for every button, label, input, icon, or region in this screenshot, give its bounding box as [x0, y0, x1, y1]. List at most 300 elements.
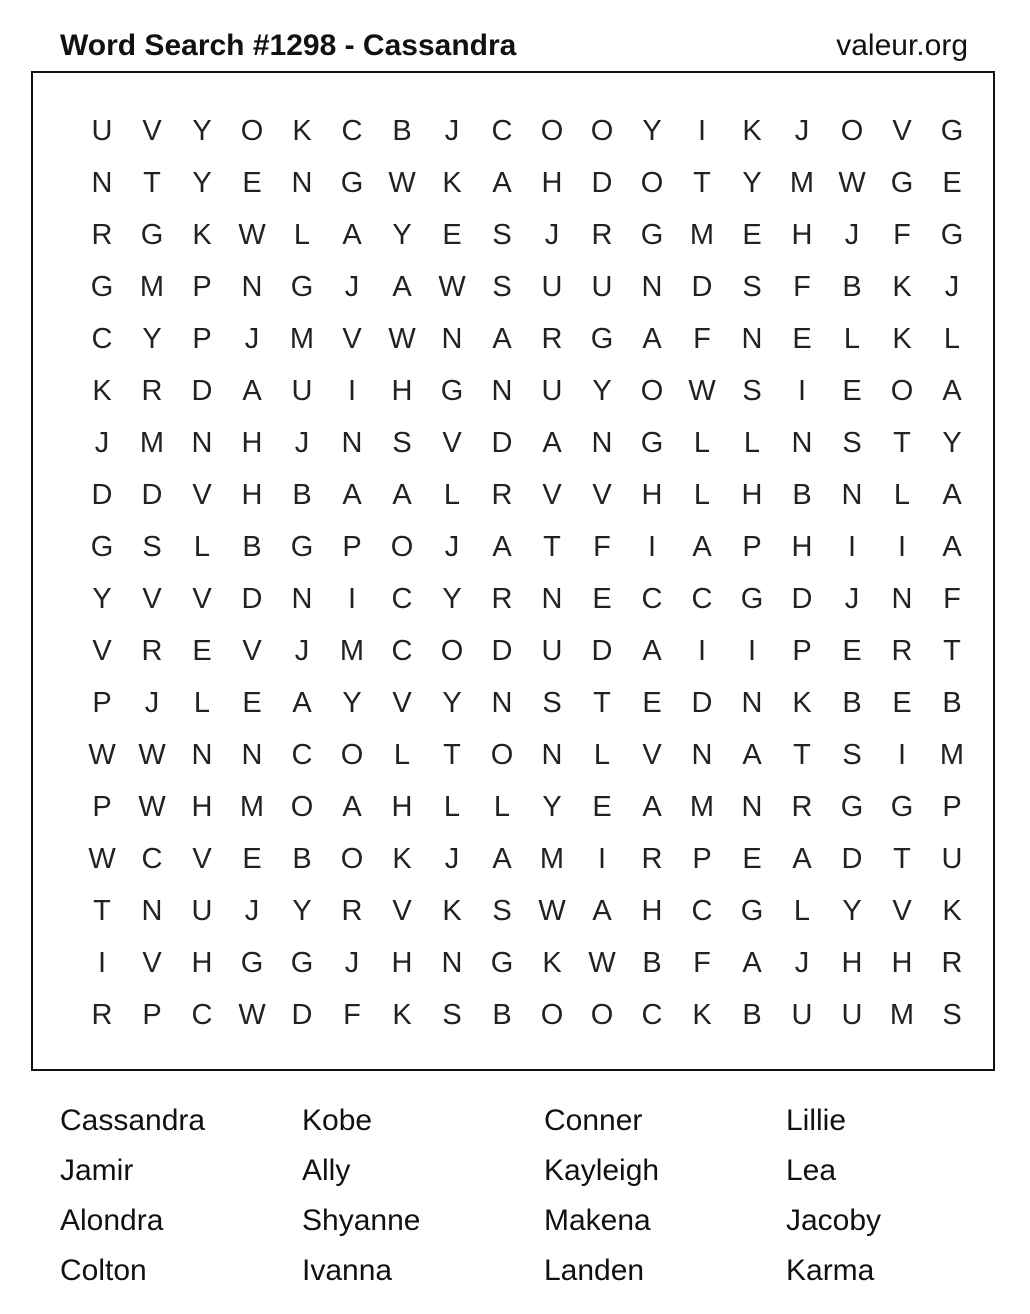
grid-cell: Y — [342, 686, 362, 719]
grid-cell: B — [842, 270, 862, 303]
grid-cell: O — [440, 634, 464, 667]
grid-cell: L — [193, 530, 211, 563]
grid-cell: O — [890, 374, 914, 407]
grid-cell: V — [192, 582, 212, 615]
grid-cell: K — [442, 894, 462, 927]
grid-cell: C — [91, 322, 113, 355]
grid-cell: W — [138, 790, 166, 823]
grid-cell: B — [842, 686, 862, 719]
grid-cell: K — [92, 374, 112, 407]
grid-cell: U — [191, 894, 213, 927]
grid-cell: S — [842, 738, 862, 771]
grid-cell: K — [192, 218, 212, 251]
grid-cell: A — [942, 530, 962, 563]
grid-cell: E — [642, 686, 662, 719]
grid-cell: A — [342, 218, 362, 251]
grid-cell: E — [842, 374, 862, 407]
grid-cell: N — [691, 738, 713, 771]
grid-cell: A — [942, 374, 962, 407]
grid-cell: N — [91, 166, 113, 199]
grid-cell: K — [742, 114, 762, 147]
grid-cell: U — [541, 270, 563, 303]
grid-cell: A — [792, 842, 812, 875]
grid-cell: E — [242, 166, 262, 199]
grid-cell: N — [191, 738, 213, 771]
grid-cell: U — [541, 374, 563, 407]
grid-cell: G — [640, 426, 664, 459]
grid-cell: T — [443, 738, 461, 771]
grid-cell: O — [840, 114, 864, 147]
grid-cell: W — [388, 166, 416, 199]
grid-cell: G — [590, 322, 614, 355]
grid-cell: W — [88, 738, 116, 771]
grid-cell: S — [742, 374, 762, 407]
grid-cell: V — [192, 842, 212, 875]
grid-cell: U — [841, 998, 863, 1031]
grid-cell: A — [492, 530, 512, 563]
grid-cell: B — [292, 842, 312, 875]
grid-cell: E — [892, 686, 912, 719]
grid-cell: S — [492, 894, 512, 927]
word-list-item: Lea — [786, 1154, 837, 1187]
grid-cell: R — [941, 946, 963, 979]
grid-cell: R — [141, 374, 163, 407]
grid-cell: V — [142, 582, 162, 615]
grid-cell: U — [591, 270, 613, 303]
grid-cell: T — [793, 738, 811, 771]
grid-cell: F — [693, 946, 711, 979]
word-list-item: Karma — [786, 1254, 875, 1287]
grid-cell: U — [91, 114, 113, 147]
grid-cell: V — [192, 478, 212, 511]
grid-cell: J — [344, 946, 360, 979]
grid-cell: L — [293, 218, 311, 251]
word-list-item: Jamir — [60, 1154, 134, 1187]
grid-cell: C — [191, 998, 213, 1031]
grid-cell: G — [890, 790, 914, 823]
grid-cell: D — [691, 270, 713, 303]
grid-cell: R — [491, 582, 513, 615]
grid-cell: B — [792, 478, 812, 511]
grid-cell: G — [940, 218, 964, 251]
grid-cell: K — [542, 946, 562, 979]
grid-cell: R — [641, 842, 663, 875]
grid-cell: H — [241, 478, 263, 511]
puzzle-box — [31, 71, 995, 1071]
word-list-item: Jacoby — [786, 1204, 882, 1237]
grid-cell: G — [290, 946, 314, 979]
grid-cell: M — [939, 738, 965, 771]
grid-cell: I — [347, 374, 357, 407]
grid-cell: Y — [442, 582, 462, 615]
grid-cell: M — [689, 790, 715, 823]
site-name: valeur.org — [836, 29, 968, 62]
grid-cell: Y — [392, 218, 412, 251]
grid-cell: G — [840, 790, 864, 823]
grid-cell: E — [592, 582, 612, 615]
grid-cell: J — [294, 634, 310, 667]
grid-cell: A — [492, 166, 512, 199]
grid-cell: O — [540, 998, 564, 1031]
grid-cell: N — [491, 686, 513, 719]
grid-cell: O — [590, 114, 614, 147]
grid-cell: Y — [642, 114, 662, 147]
grid-cell: S — [142, 530, 162, 563]
grid-cell: A — [542, 426, 562, 459]
grid-cell: V — [342, 322, 362, 355]
word-list — [60, 1096, 1028, 1296]
grid-cell: V — [892, 894, 912, 927]
grid-cell: H — [791, 530, 813, 563]
grid-cell: F — [793, 270, 811, 303]
grid-cell: W — [388, 322, 416, 355]
grid-cell: D — [491, 634, 513, 667]
grid-cell: N — [491, 374, 513, 407]
word-list-item: Cassandra — [60, 1104, 206, 1137]
grid-cell: R — [141, 634, 163, 667]
grid-cell: J — [344, 270, 360, 303]
grid-cell: T — [143, 166, 161, 199]
grid-cell: J — [444, 114, 460, 147]
grid-cell: E — [942, 166, 962, 199]
grid-cell: O — [590, 998, 614, 1031]
grid-cell: L — [943, 322, 961, 355]
grid-cell: H — [391, 790, 413, 823]
grid-cell: L — [893, 478, 911, 511]
grid-cell: O — [290, 790, 314, 823]
grid-cell: B — [242, 530, 262, 563]
grid-cell: W — [238, 218, 266, 251]
grid-cell: V — [392, 686, 412, 719]
grid-cell: G — [940, 114, 964, 147]
grid-cell: E — [242, 686, 262, 719]
grid-cell: K — [892, 322, 912, 355]
grid-cell: A — [642, 790, 662, 823]
grid-cell: G — [90, 530, 114, 563]
grid-cell: R — [91, 998, 113, 1031]
grid-cell: J — [844, 218, 860, 251]
grid-cell: N — [291, 582, 313, 615]
grid-cell: T — [893, 842, 911, 875]
grid-cell: Y — [442, 686, 462, 719]
letter-grid — [77, 105, 977, 1041]
word-list-item: Ally — [302, 1154, 351, 1187]
grid-cell: V — [542, 478, 562, 511]
grid-cell: S — [442, 998, 462, 1031]
grid-cell: A — [742, 946, 762, 979]
grid-cell: N — [241, 738, 263, 771]
grid-cell: D — [141, 478, 163, 511]
grid-cell: N — [341, 426, 363, 459]
grid-cell: S — [842, 426, 862, 459]
grid-cell: I — [797, 374, 807, 407]
grid-cell: D — [91, 478, 113, 511]
grid-cell: T — [943, 634, 961, 667]
grid-cell: V — [142, 114, 162, 147]
grid-cell: D — [791, 582, 813, 615]
grid-cell: U — [291, 374, 313, 407]
grid-cell: L — [493, 790, 511, 823]
grid-cell: H — [191, 790, 213, 823]
grid-cell: A — [292, 686, 312, 719]
grid-cell: C — [341, 114, 363, 147]
grid-cell: P — [342, 530, 362, 563]
grid-cell: Y — [142, 322, 162, 355]
grid-cell: G — [340, 166, 364, 199]
grid-cell: I — [897, 530, 907, 563]
grid-cell: L — [693, 478, 711, 511]
grid-cell: D — [241, 582, 263, 615]
grid-cell: M — [789, 166, 815, 199]
grid-cell: J — [244, 322, 260, 355]
grid-cell: U — [941, 842, 963, 875]
grid-cell: J — [844, 582, 860, 615]
grid-cell: E — [592, 790, 612, 823]
grid-cell: H — [741, 478, 763, 511]
grid-cell: H — [391, 374, 413, 407]
grid-cell: A — [492, 322, 512, 355]
grid-cell: N — [441, 946, 463, 979]
grid-cell: G — [240, 946, 264, 979]
grid-cell: N — [791, 426, 813, 459]
grid-cell: F — [593, 530, 611, 563]
grid-cell: N — [641, 270, 663, 303]
grid-cell: K — [942, 894, 962, 927]
grid-cell: A — [742, 738, 762, 771]
grid-cell: H — [391, 946, 413, 979]
grid-cell: S — [492, 218, 512, 251]
grid-cell: L — [843, 322, 861, 355]
grid-cell: T — [593, 686, 611, 719]
grid-cell: B — [942, 686, 962, 719]
grid-cell: E — [442, 218, 462, 251]
grid-cell: D — [691, 686, 713, 719]
grid-cell: J — [144, 686, 160, 719]
grid-cell: E — [842, 634, 862, 667]
grid-cell: V — [642, 738, 662, 771]
grid-cell: S — [942, 998, 962, 1031]
word-list-item: Kobe — [302, 1104, 373, 1137]
grid-cell: R — [541, 322, 563, 355]
grid-cell: O — [340, 738, 364, 771]
grid-cell: F — [943, 582, 961, 615]
grid-cell: Y — [292, 894, 312, 927]
grid-cell: G — [740, 894, 764, 927]
grid-cell: Y — [542, 790, 562, 823]
grid-cell: E — [242, 842, 262, 875]
grid-cell: P — [792, 634, 812, 667]
grid-cell: C — [691, 894, 713, 927]
grid-cell: O — [640, 374, 664, 407]
grid-cell: Y — [742, 166, 762, 199]
word-list-item: Kayleigh — [544, 1154, 660, 1187]
grid-cell: W — [138, 738, 166, 771]
grid-cell: H — [891, 946, 913, 979]
grid-cell: F — [893, 218, 911, 251]
grid-cell: W — [438, 270, 466, 303]
grid-cell: O — [490, 738, 514, 771]
grid-cell: R — [91, 218, 113, 251]
grid-cell: H — [541, 166, 563, 199]
grid-cell: A — [642, 322, 662, 355]
word-list-item: Shyanne — [302, 1204, 421, 1237]
grid-cell: L — [393, 738, 411, 771]
grid-cell: I — [697, 114, 707, 147]
grid-cell: H — [191, 946, 213, 979]
word-list-item: Alondra — [60, 1204, 164, 1237]
grid-cell: T — [543, 530, 561, 563]
grid-cell: A — [342, 478, 362, 511]
grid-cell: B — [742, 998, 762, 1031]
grid-cell: J — [794, 946, 810, 979]
word-list-item: Landen — [544, 1254, 645, 1287]
grid-cell: W — [588, 946, 616, 979]
grid-cell: F — [343, 998, 361, 1031]
grid-cell: V — [242, 634, 262, 667]
grid-cell: H — [841, 946, 863, 979]
grid-cell: G — [140, 218, 164, 251]
word-list-item: Conner — [544, 1104, 643, 1137]
grid-cell: E — [742, 218, 762, 251]
grid-cell: U — [791, 998, 813, 1031]
grid-cell: H — [641, 894, 663, 927]
grid-cell: C — [391, 582, 413, 615]
grid-cell: C — [291, 738, 313, 771]
grid-cell: G — [290, 270, 314, 303]
grid-cell: K — [692, 998, 712, 1031]
grid-cell: T — [693, 166, 711, 199]
grid-cell: P — [692, 842, 712, 875]
grid-cell: D — [591, 634, 613, 667]
grid-cell: B — [492, 998, 512, 1031]
grid-cell: N — [891, 582, 913, 615]
grid-cell: I — [347, 582, 357, 615]
grid-cell: J — [444, 842, 460, 875]
grid-cell: L — [443, 790, 461, 823]
grid-cell: O — [390, 530, 414, 563]
grid-cell: W — [538, 894, 566, 927]
grid-cell: N — [741, 686, 763, 719]
grid-cell: P — [192, 322, 212, 355]
grid-cell: S — [392, 426, 412, 459]
grid-cell: W — [838, 166, 866, 199]
grid-cell: A — [242, 374, 262, 407]
grid-cell: M — [539, 842, 565, 875]
grid-cell: H — [641, 478, 663, 511]
grid-cell: Y — [592, 374, 612, 407]
grid-cell: J — [244, 894, 260, 927]
grid-cell: L — [693, 426, 711, 459]
grid-cell: J — [94, 426, 110, 459]
grid-cell: E — [742, 842, 762, 875]
grid-cell: N — [591, 426, 613, 459]
grid-cell: L — [193, 686, 211, 719]
grid-cell: I — [97, 946, 107, 979]
grid-cell: R — [341, 894, 363, 927]
grid-cell: C — [641, 582, 663, 615]
grid-cell: R — [791, 790, 813, 823]
grid-cell: H — [791, 218, 813, 251]
grid-cell: E — [192, 634, 212, 667]
grid-cell: H — [241, 426, 263, 459]
grid-cell: Y — [192, 166, 212, 199]
grid-cell: G — [440, 374, 464, 407]
grid-cell: E — [792, 322, 812, 355]
grid-cell: A — [392, 478, 412, 511]
grid-cell: R — [591, 218, 613, 251]
grid-cell: N — [141, 894, 163, 927]
grid-cell: V — [92, 634, 112, 667]
grid-cell: O — [540, 114, 564, 147]
grid-cell: I — [647, 530, 657, 563]
grid-cell: G — [290, 530, 314, 563]
grid-cell: I — [747, 634, 757, 667]
grid-cell: B — [392, 114, 412, 147]
grid-cell: O — [640, 166, 664, 199]
grid-cell: A — [342, 790, 362, 823]
grid-cell: U — [541, 634, 563, 667]
grid-cell: G — [640, 218, 664, 251]
grid-cell: I — [897, 738, 907, 771]
grid-cell: P — [142, 998, 162, 1031]
grid-cell: S — [492, 270, 512, 303]
grid-cell: D — [191, 374, 213, 407]
grid-cell: M — [689, 218, 715, 251]
grid-cell: R — [891, 634, 913, 667]
grid-cell: A — [492, 842, 512, 875]
grid-cell: M — [139, 426, 165, 459]
grid-cell: L — [593, 738, 611, 771]
grid-cell: L — [443, 478, 461, 511]
grid-cell: K — [392, 842, 412, 875]
word-list-item: Ivanna — [302, 1254, 393, 1287]
grid-cell: V — [892, 114, 912, 147]
grid-cell: D — [491, 426, 513, 459]
grid-cell: N — [741, 322, 763, 355]
grid-cell: T — [893, 426, 911, 459]
grid-cell: N — [841, 478, 863, 511]
grid-cell: K — [892, 270, 912, 303]
grid-cell: N — [541, 582, 563, 615]
grid-cell: I — [697, 634, 707, 667]
grid-cell: J — [944, 270, 960, 303]
grid-cell: J — [794, 114, 810, 147]
grid-cell: T — [93, 894, 111, 927]
grid-cell: K — [442, 166, 462, 199]
grid-cell: P — [192, 270, 212, 303]
grid-cell: C — [641, 998, 663, 1031]
grid-cell: G — [490, 946, 514, 979]
grid-cell: O — [340, 842, 364, 875]
grid-cell: I — [597, 842, 607, 875]
grid-cell: W — [88, 842, 116, 875]
grid-cell: D — [591, 166, 613, 199]
grid-cell: J — [544, 218, 560, 251]
grid-cell: P — [92, 686, 112, 719]
grid-cell: M — [289, 322, 315, 355]
grid-cell: L — [793, 894, 811, 927]
word-list-item: Colton — [60, 1254, 147, 1287]
grid-cell: G — [890, 166, 914, 199]
grid-cell: P — [742, 530, 762, 563]
grid-cell: A — [592, 894, 612, 927]
grid-cell: B — [292, 478, 312, 511]
grid-cell: R — [491, 478, 513, 511]
grid-cell: F — [693, 322, 711, 355]
grid-cell: N — [191, 426, 213, 459]
grid-cell: Y — [942, 426, 962, 459]
grid-cell: J — [444, 530, 460, 563]
